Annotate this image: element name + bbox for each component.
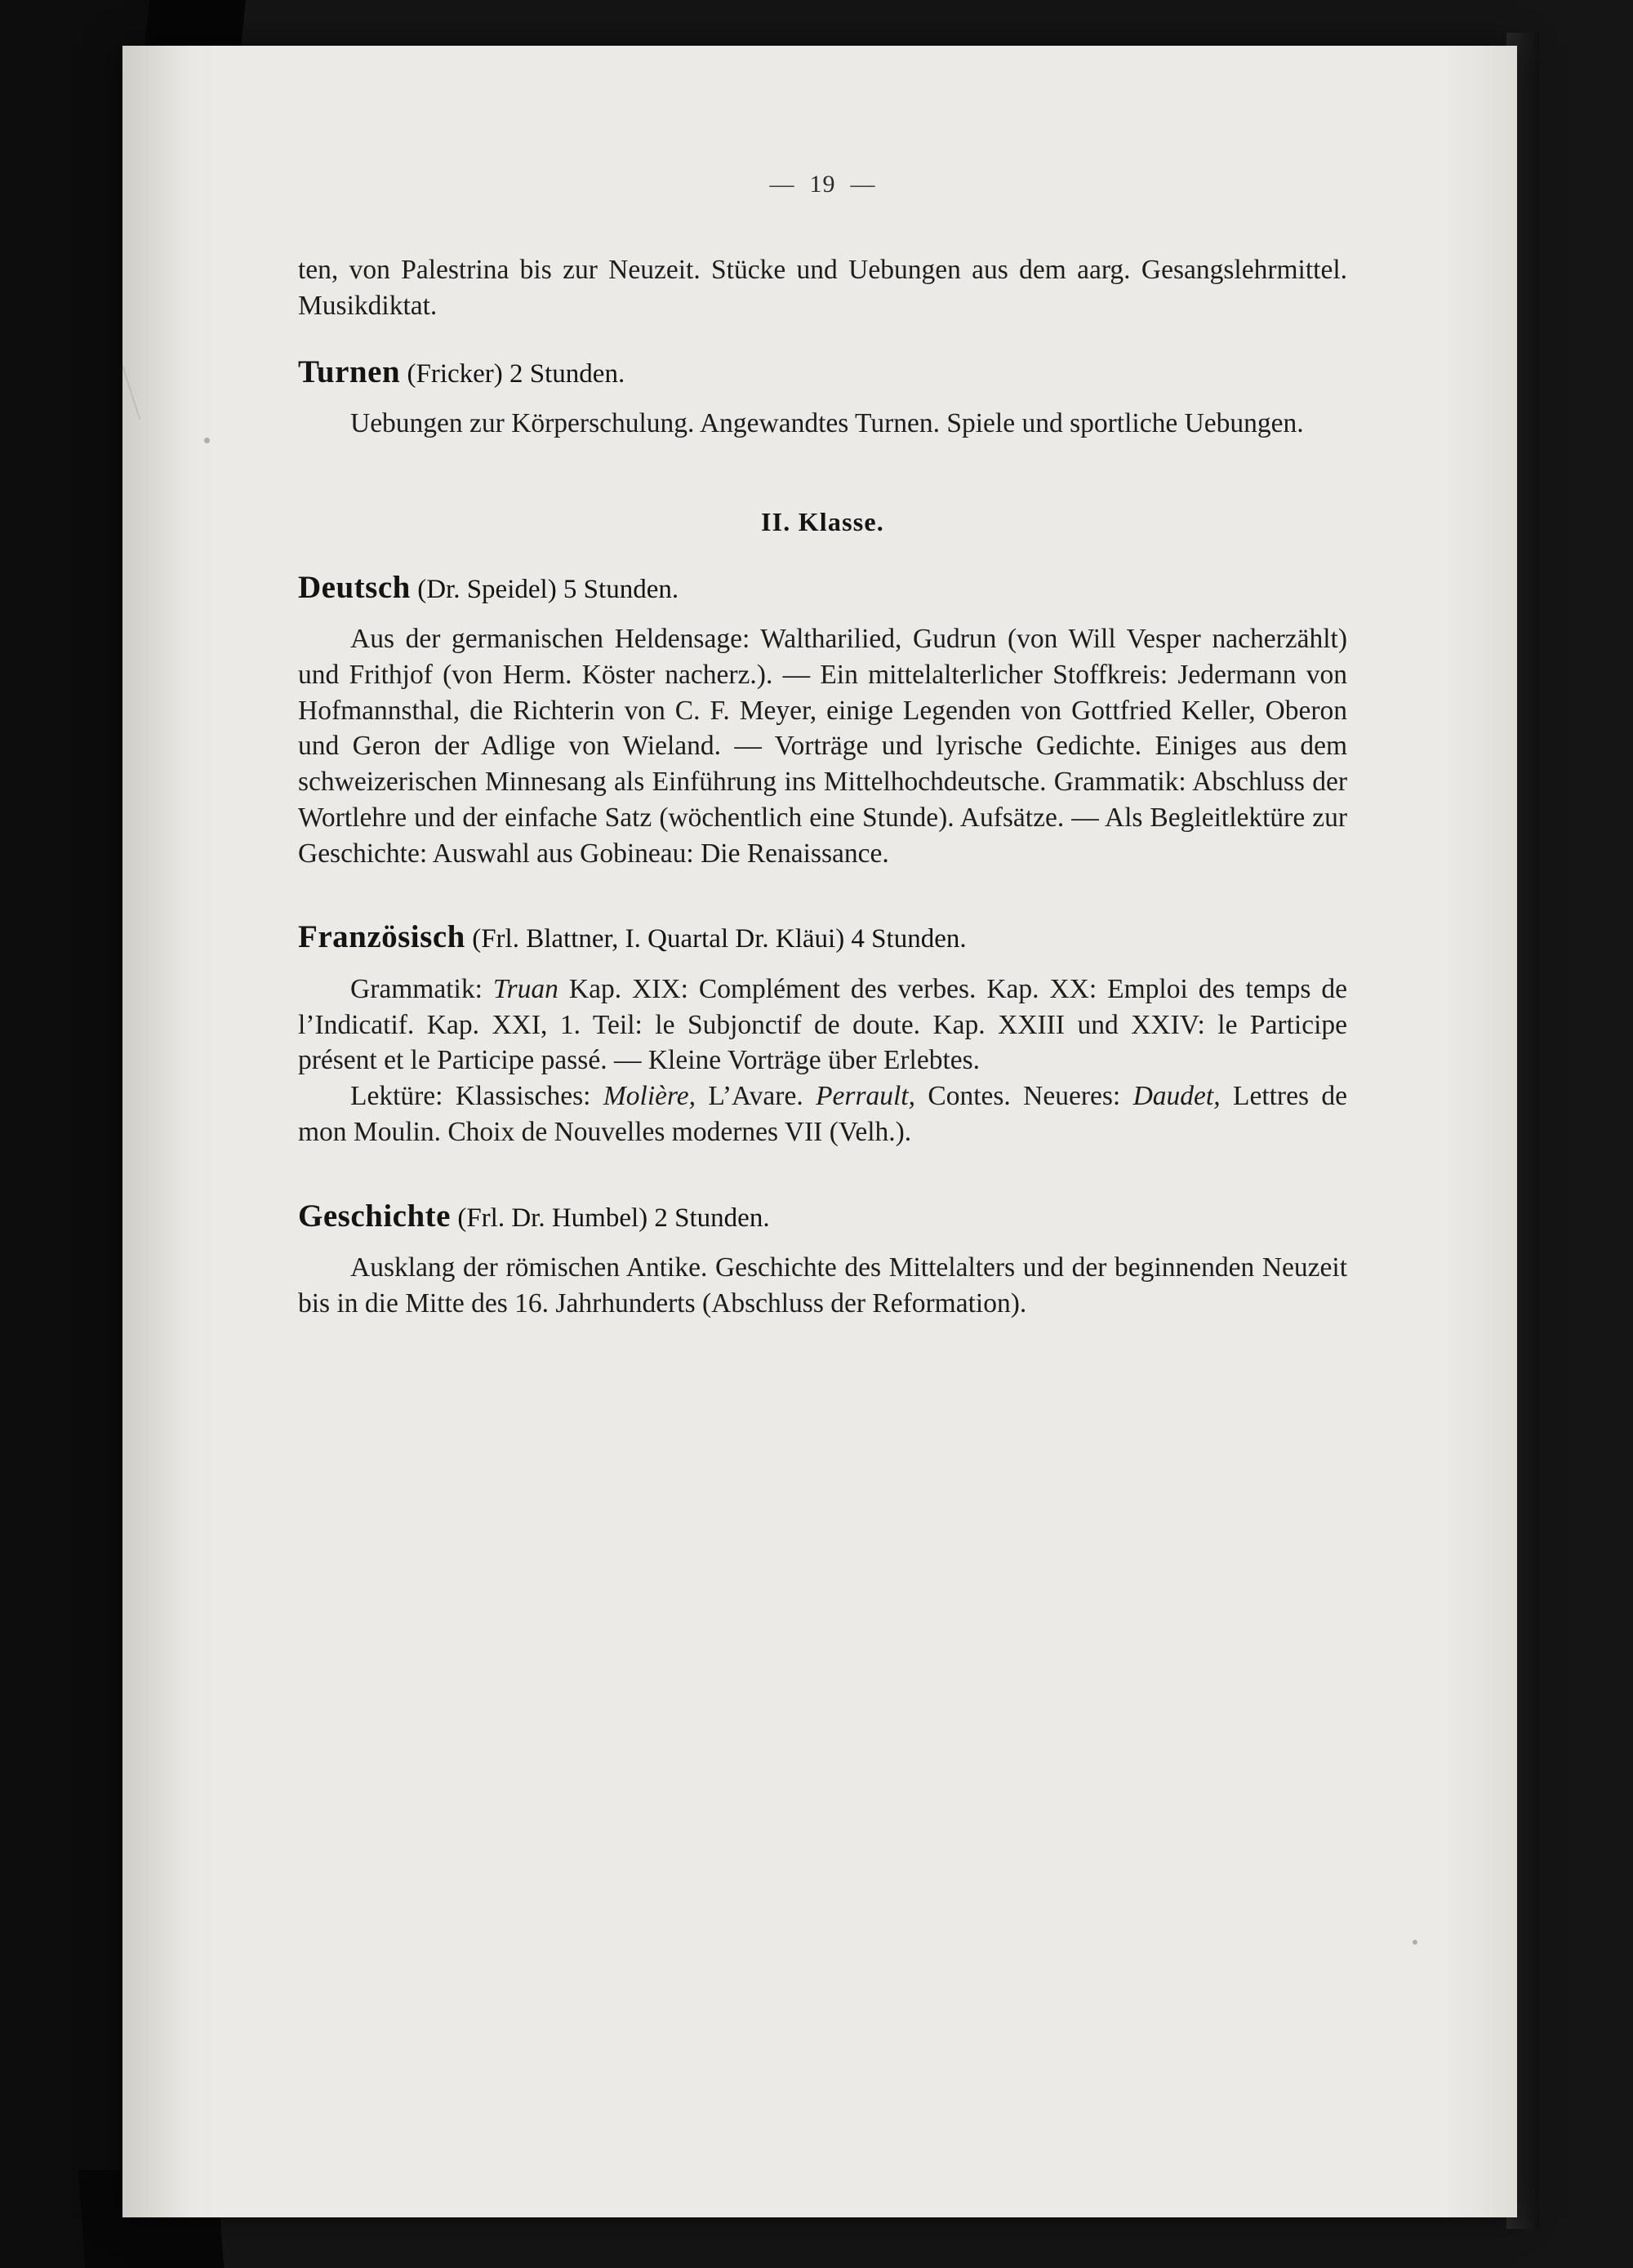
subject-name: Französisch <box>298 919 465 955</box>
text-run: Grammatik: <box>350 973 493 1004</box>
italic-author: Daudet, <box>1132 1081 1221 1112</box>
spacer <box>298 1237 1347 1250</box>
text-run: Contes. Neueres: <box>914 1081 1133 1112</box>
subject-teacher-hours: (Dr. Speidel) 5 Stunden. <box>417 574 679 604</box>
spacer <box>298 608 1347 621</box>
paragraph-franzoesisch-grammatik <box>298 972 1347 1078</box>
subject-teacher-hours: (Fricker) 2 Stunden. <box>407 358 625 389</box>
text-run: Kap. XIX: Complément des verbes. Kap. XX: Emploi des temps de l’Indicatif. Kap. XXI, 1. Teil: le Subjonctif de doute. Kap. XXIII und XXIV: le Participe présent et le Participe passé. — Kleine Vorträge über Erlebtes. <box>298 973 1348 1076</box>
paragraph-deutsch-body: Aus der germanischen Heldensage: Waltharilied, Gudrun (von Will Vesper nacherzählt) und Frithjof (von Herm. Köster nacherz.). — Ein mittelalterlicher Stoffkreis: Jedermann von Hofmannsthal, die Richterin von C. F. Meyer, einige Legenden von Gottfried Keller, Oberon und Geron der Adlige von Wieland. — Vorträge und lyrische Gedichte. Einiges aus dem schweizerischen Minnesang als Einführung ins Mittelhochdeutsche. Grammatik: Abschluss der Wortlehre und der einfache Satz (wöchentlich eine Stunde). Aufsätze. — Als Begleitlektüre zur Geschichte: Auswahl aus Gobineau: Die Renaissance. <box>298 624 1347 869</box>
spacer <box>298 871 1347 917</box>
folio-dash-left: — <box>769 171 795 198</box>
text-run: Lektüre: Klassisches: <box>350 1081 603 1112</box>
folio-dash-right: — <box>850 171 876 198</box>
page-content <box>298 168 1347 1322</box>
paper-speck <box>204 438 210 443</box>
spacer <box>298 958 1347 972</box>
folio-number: 19 <box>809 171 836 198</box>
spacer <box>298 1150 1347 1196</box>
continued-paragraph: ten, von Palestrina bis zur Neuzeit. Stücke und Uebungen aus dem aarg. Gesangslehrmittel. Musikdiktat. <box>298 255 1347 321</box>
subject-teacher-hours: (Frl. Blattner, I. Quartal Dr. Kläui) 4 Stunden. <box>472 924 967 954</box>
subject-name: Turnen <box>298 354 401 389</box>
spacer <box>298 393 1347 406</box>
paragraph-franzoesisch-lektuere <box>298 1078 1347 1150</box>
paragraph-geschichte-body: Ausklang der römischen Antike. Geschichte des Mittelalters und der beginnenden Neuzeit bis in die Mitte des 16. Jahrhunderts (Abschluss der Reformation). <box>298 1252 1347 1319</box>
book-page <box>122 46 1517 2217</box>
subject-heading-turnen <box>298 352 1347 394</box>
paper-speck <box>1413 1940 1417 1945</box>
italic-title: Truan <box>492 973 558 1004</box>
subject-heading-franzoesisch <box>298 917 1347 958</box>
italic-author: Molière, <box>603 1081 696 1112</box>
spacer <box>298 442 1347 505</box>
page-folio <box>298 168 1347 200</box>
class-heading: II. Klasse. <box>761 506 884 536</box>
subject-heading-deutsch <box>298 567 1347 609</box>
subject-heading-geschichte <box>298 1196 1347 1238</box>
paragraph-turnen-body: Uebungen zur Körperschulung. Angewandtes Turnen. Spiele und sportliche Uebungen. <box>350 408 1304 439</box>
subject-teacher-hours: (Frl. Dr. Humbel) 2 Stunden. <box>457 1203 770 1233</box>
italic-author: Perrault, <box>816 1081 915 1112</box>
text-run: Lettres de mon Moulin. Choix de Nouvelles modernes VII (Velh.). <box>298 1081 1347 1147</box>
text-run: L’Avare. <box>696 1081 816 1112</box>
spacer <box>298 540 1347 567</box>
spacer <box>298 324 1347 352</box>
subject-name: Geschichte <box>298 1198 451 1234</box>
paper-blemish <box>122 349 188 420</box>
subject-name: Deutsch <box>298 569 411 605</box>
